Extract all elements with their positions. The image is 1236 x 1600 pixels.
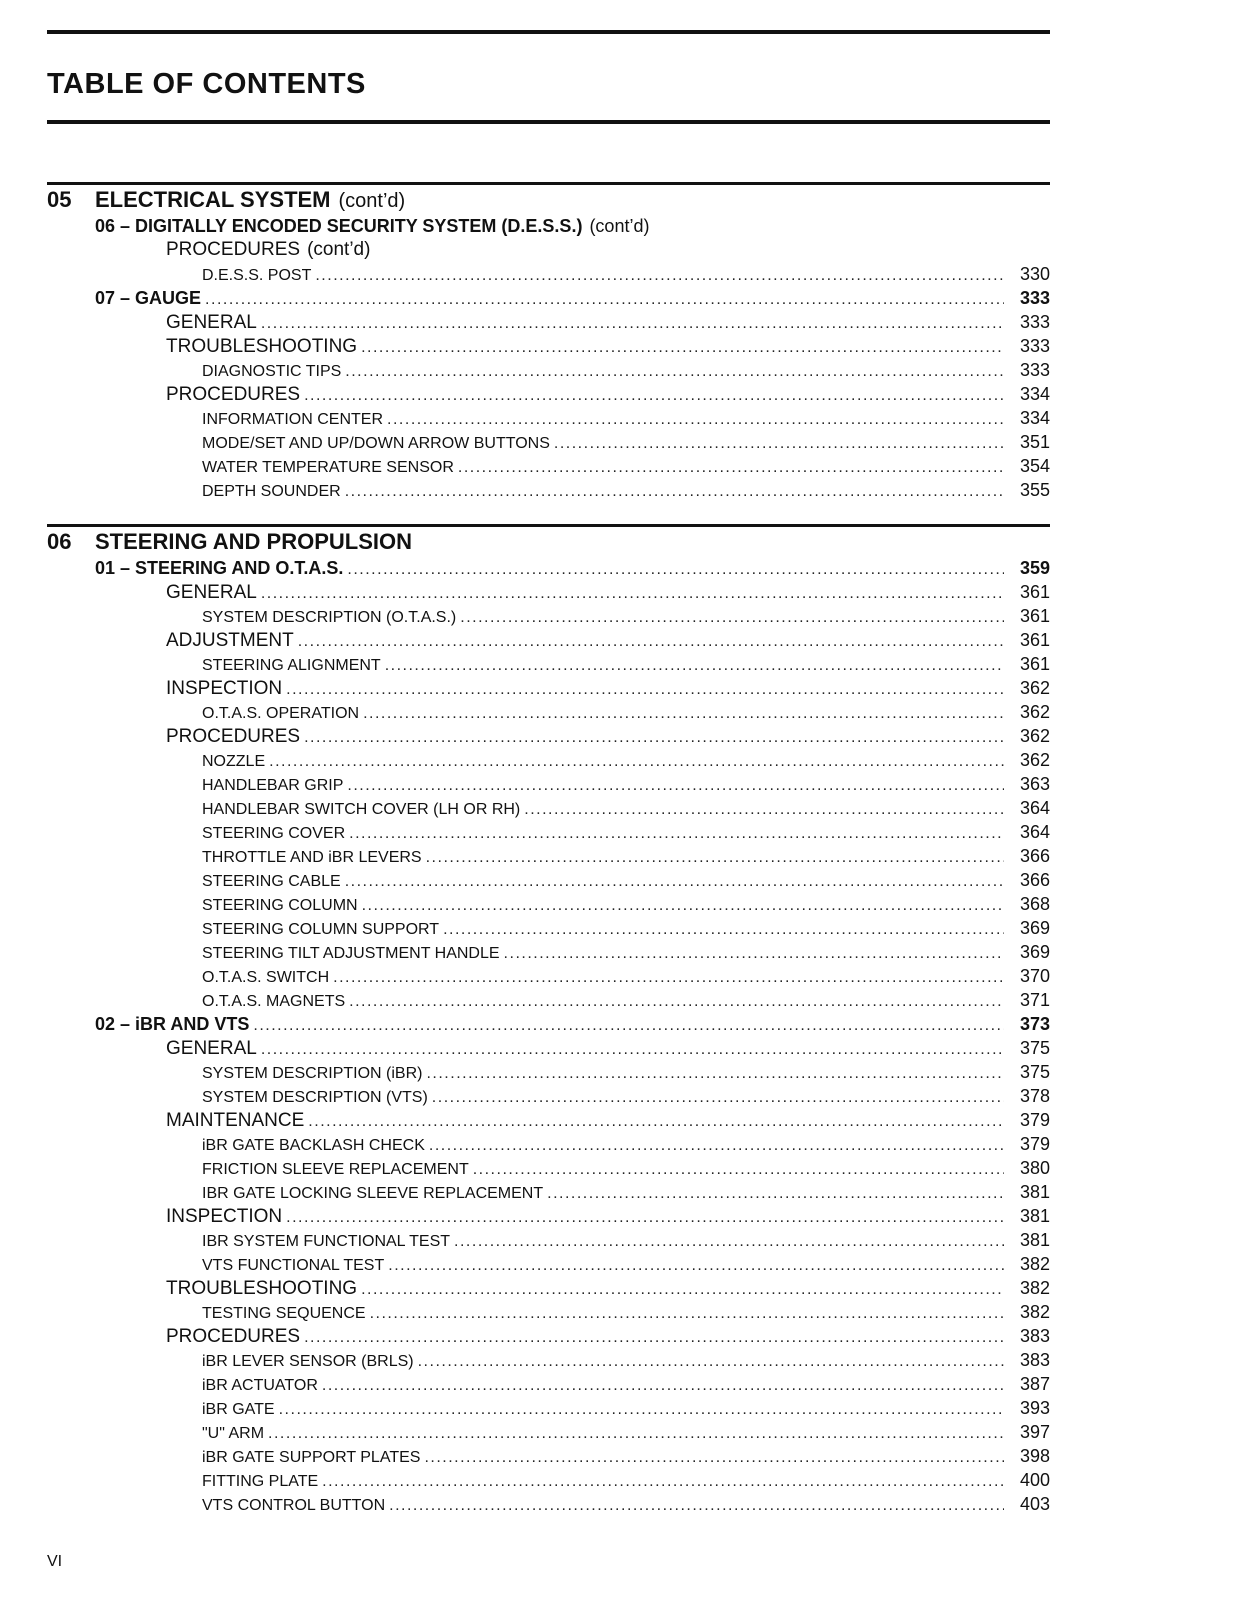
toc-page-number: 333	[1019, 360, 1050, 380]
toc-entry[interactable]	[47, 628, 1050, 652]
toc-page-number: 362	[1019, 678, 1050, 698]
toc-page-number: 393	[1019, 1398, 1050, 1418]
toc-entry-title: ADJUSTMENT	[166, 630, 294, 651]
toc-entry[interactable]	[47, 1396, 1050, 1420]
title-rule	[47, 120, 1050, 124]
toc-entry-title: TROUBLESHOOTING	[166, 1278, 358, 1299]
toc-page-number: 369	[1019, 942, 1050, 962]
toc-page-number: 398	[1019, 1446, 1050, 1466]
toc-page-number: 397	[1019, 1422, 1050, 1442]
toc-entry[interactable]	[47, 1204, 1050, 1228]
dot-leader	[322, 1374, 1004, 1396]
toc-entry[interactable]	[47, 1084, 1050, 1108]
toc-entry[interactable]	[47, 796, 1050, 820]
toc-entry[interactable]	[47, 748, 1050, 772]
toc-entry[interactable]	[47, 1132, 1050, 1156]
toc-page-number: 364	[1019, 822, 1050, 842]
toc-entry[interactable]	[47, 262, 1050, 286]
toc-page-number: 361	[1019, 630, 1050, 650]
dot-leader	[322, 1470, 1004, 1492]
dot-leader	[385, 654, 1004, 676]
dot-leader	[473, 1158, 1004, 1180]
toc-page-number: 330	[1019, 264, 1050, 284]
toc-entry-title: SYSTEM DESCRIPTION (VTS)	[202, 1089, 428, 1106]
section-heading	[47, 186, 1050, 214]
dot-leader	[298, 630, 1004, 652]
toc-page-number: 379	[1019, 1134, 1050, 1154]
toc-page-number: 403	[1019, 1494, 1050, 1514]
section-number: 06	[47, 529, 72, 554]
toc-entry-title: HANDLEBAR SWITCH COVER (LH OR RH)	[202, 801, 521, 818]
toc-entry-title: STEERING COLUMN SUPPORT	[202, 921, 440, 938]
section-title: ELECTRICAL SYSTEM	[95, 187, 331, 212]
toc-entry-title: INSPECTION	[166, 1206, 283, 1227]
toc-entry[interactable]	[47, 1036, 1050, 1060]
toc-entry-title: NOZZLE	[202, 753, 266, 770]
dot-leader	[429, 1134, 1004, 1156]
toc-entry-title: SYSTEM DESCRIPTION (iBR)	[202, 1065, 423, 1082]
toc-page-number: 362	[1019, 726, 1050, 746]
dot-leader	[554, 432, 1004, 454]
toc-entry-title: GENERAL	[166, 312, 257, 333]
toc-page-number: 363	[1019, 774, 1050, 794]
toc-entry-title: STEERING CABLE	[202, 873, 341, 890]
toc-entry[interactable]	[47, 892, 1050, 916]
toc-page-number: 375	[1019, 1038, 1050, 1058]
toc-entry-title: iBR ACTUATOR	[202, 1377, 318, 1394]
dot-leader	[361, 336, 1004, 358]
dot-leader	[387, 408, 1004, 430]
toc-page-number: 387	[1019, 1374, 1050, 1394]
dot-leader	[361, 1278, 1004, 1300]
toc-page-number: 370	[1019, 966, 1050, 986]
toc-page-number: 383	[1019, 1350, 1050, 1370]
toc-entry[interactable]	[47, 310, 1050, 334]
dot-leader	[261, 1038, 1004, 1060]
toc-entry-title: GENERAL	[166, 582, 257, 603]
toc-entry[interactable]	[47, 1324, 1050, 1348]
toc-page-number: 362	[1019, 702, 1050, 722]
toc-entry-title: STEERING ALIGNMENT	[202, 657, 381, 674]
dot-leader	[269, 750, 1004, 772]
toc-entry-title: VTS CONTROL BUTTON	[202, 1497, 386, 1514]
toc-page-number: 369	[1019, 918, 1050, 938]
toc-entry[interactable]	[47, 772, 1050, 796]
toc-entry[interactable]	[47, 676, 1050, 700]
toc-entry-title: FITTING PLATE	[202, 1473, 319, 1490]
dot-leader	[286, 678, 1004, 700]
section-rule	[47, 182, 1050, 185]
toc-entry-title: 01 – STEERING AND O.T.A.S.	[95, 558, 344, 578]
dot-leader	[454, 1230, 1004, 1252]
toc-entry[interactable]	[47, 820, 1050, 844]
toc-entry[interactable]	[47, 430, 1050, 454]
toc-entry-title: iBR GATE BACKLASH CHECK	[202, 1137, 425, 1154]
toc-entry-title: DEPTH SOUNDER	[202, 483, 341, 500]
toc-entry-title: "U" ARM	[202, 1425, 265, 1442]
toc-entry-title: STEERING TILT ADJUSTMENT HANDLE	[202, 945, 500, 962]
toc-entry[interactable]	[47, 652, 1050, 676]
toc-entry-title: iBR GATE SUPPORT PLATES	[202, 1449, 421, 1466]
toc-entry[interactable]	[47, 1252, 1050, 1276]
toc-page-number: 371	[1019, 990, 1050, 1010]
toc-page-number: 362	[1019, 750, 1050, 770]
toc-entry[interactable]	[47, 238, 1050, 262]
dot-leader	[443, 918, 1004, 940]
toc-entry-title: IBR SYSTEM FUNCTIONAL TEST	[202, 1233, 451, 1250]
toc-entry-title: HANDLEBAR GRIP	[202, 777, 344, 794]
toc-page-number: 380	[1019, 1158, 1050, 1178]
dot-leader	[315, 264, 1004, 286]
toc-page-number: 373	[1019, 1014, 1050, 1034]
dot-leader	[363, 702, 1004, 724]
toc-entry[interactable]	[47, 1180, 1050, 1204]
toc-entry[interactable]	[47, 1348, 1050, 1372]
toc-page-number: 382	[1019, 1278, 1050, 1298]
toc-entry[interactable]	[47, 916, 1050, 940]
dot-leader	[205, 288, 1004, 310]
toc-entry[interactable]	[47, 382, 1050, 406]
toc-entry-title: THROTTLE AND iBR LEVERS	[202, 849, 422, 866]
dot-leader	[418, 1350, 1004, 1372]
section-heading	[47, 528, 1050, 556]
toc-entry[interactable]	[47, 604, 1050, 628]
toc-entry[interactable]	[47, 1012, 1050, 1036]
toc-entry[interactable]	[47, 1300, 1050, 1324]
toc-page-number: 333	[1019, 336, 1050, 356]
toc-page-number: 355	[1019, 480, 1050, 500]
toc-page-number: 379	[1019, 1110, 1050, 1130]
dot-leader	[345, 360, 1004, 382]
toc-entry-title: iBR GATE	[202, 1401, 275, 1418]
dot-leader	[279, 1398, 1004, 1420]
toc-entry[interactable]	[47, 1372, 1050, 1396]
dot-leader	[388, 1254, 1004, 1276]
toc-section	[47, 182, 1050, 502]
toc-entry[interactable]	[47, 964, 1050, 988]
section-title: STEERING AND PROPULSION	[95, 529, 412, 554]
toc-entry-title: TESTING SEQUENCE	[202, 1305, 366, 1322]
toc-entry[interactable]	[47, 988, 1050, 1012]
toc-entry-title: STEERING COLUMN	[202, 897, 358, 914]
dot-leader	[370, 1302, 1004, 1324]
toc-page-number: 382	[1019, 1254, 1050, 1274]
toc-entry[interactable]	[47, 1444, 1050, 1468]
toc-entry-title: GENERAL	[166, 1038, 257, 1059]
toc-entry-title: WATER TEMPERATURE SENSOR	[202, 459, 454, 476]
toc-entry[interactable]	[47, 868, 1050, 892]
toc-entry-title: STEERING COVER	[202, 825, 346, 842]
dot-leader	[345, 480, 1004, 502]
dot-leader	[347, 558, 1004, 580]
toc-entry-contd: (cont’d)	[589, 216, 650, 236]
toc-entry[interactable]	[47, 334, 1050, 358]
dot-leader	[426, 846, 1004, 868]
dot-leader	[268, 1422, 1004, 1444]
dot-leader	[349, 990, 1004, 1012]
dot-leader	[362, 894, 1004, 916]
toc-page-number: 364	[1019, 798, 1050, 818]
toc-entry-title: iBR LEVER SENSOR (BRLS)	[202, 1353, 414, 1370]
toc-entry[interactable]	[47, 700, 1050, 724]
toc-entry[interactable]	[47, 1276, 1050, 1300]
toc-entry[interactable]	[47, 1060, 1050, 1084]
toc-entry[interactable]	[47, 406, 1050, 430]
toc-section	[47, 524, 1050, 1516]
section-rule	[47, 524, 1050, 527]
toc-page-number: 378	[1019, 1086, 1050, 1106]
toc-entry-title: IBR GATE LOCKING SLEEVE REPLACEMENT	[202, 1185, 544, 1202]
dot-leader	[389, 1494, 1004, 1516]
toc-entry-title: VTS FUNCTIONAL TEST	[202, 1257, 385, 1274]
dot-leader	[345, 870, 1004, 892]
toc-page-number: 354	[1019, 456, 1050, 476]
toc-entry[interactable]	[47, 1156, 1050, 1180]
toc-page-number: 382	[1019, 1302, 1050, 1322]
toc-entry[interactable]	[47, 478, 1050, 502]
toc-entry-title: INSPECTION	[166, 678, 283, 699]
toc-page-number: 383	[1019, 1326, 1050, 1346]
toc-page-number: 381	[1019, 1206, 1050, 1226]
dot-leader	[308, 1110, 1004, 1132]
toc-entry-title: 06 – DIGITALLY ENCODED SECURITY SYSTEM (D.E.S.S.)	[95, 216, 583, 236]
toc-page-number: 400	[1019, 1470, 1050, 1490]
toc-entry-title: 07 – GAUGE	[95, 288, 202, 308]
toc-entry[interactable]	[47, 1228, 1050, 1252]
top-rule	[47, 30, 1050, 34]
toc-page-number: 381	[1019, 1182, 1050, 1202]
toc-entry-title: PROCEDURES	[166, 726, 301, 747]
toc-entry[interactable]	[47, 844, 1050, 868]
dot-leader	[261, 312, 1004, 334]
toc-page-number: 334	[1019, 408, 1050, 428]
dot-leader	[347, 774, 1004, 796]
section-number: 05	[47, 187, 72, 212]
toc-entry-title: PROCEDURES	[166, 1326, 301, 1347]
toc-page-number: 366	[1019, 846, 1050, 866]
toc-entry-contd: (cont’d)	[307, 239, 371, 260]
toc-entry[interactable]	[47, 580, 1050, 604]
dot-leader	[460, 606, 1004, 628]
toc-entry-title: D.E.S.S. POST	[202, 267, 312, 284]
dot-leader	[304, 1326, 1004, 1348]
toc-page-number: 381	[1019, 1230, 1050, 1250]
toc-entry[interactable]	[47, 454, 1050, 478]
toc-entry[interactable]	[47, 1468, 1050, 1492]
dot-leader	[504, 942, 1004, 964]
toc-entry-title: O.T.A.S. OPERATION	[202, 705, 360, 722]
section-contd: (cont’d)	[338, 190, 406, 212]
dot-leader	[458, 456, 1004, 478]
toc-entry-title: FRICTION SLEEVE REPLACEMENT	[202, 1161, 469, 1178]
toc-entry-title: MODE/SET AND UP/DOWN ARROW BUTTONS	[202, 435, 550, 452]
toc-page-number: 351	[1019, 432, 1050, 452]
toc-entry[interactable]	[47, 214, 1050, 238]
dot-leader	[432, 1086, 1004, 1108]
dot-leader	[304, 726, 1004, 748]
page-number: VI	[47, 1553, 63, 1570]
toc-entry-title: O.T.A.S. SWITCH	[202, 969, 330, 986]
toc-entry[interactable]	[47, 1108, 1050, 1132]
toc-page-number: 334	[1019, 384, 1050, 404]
dot-leader	[333, 966, 1004, 988]
toc-page-number: 361	[1019, 582, 1050, 602]
toc-entry-title: PROCEDURES	[166, 384, 301, 405]
toc-entry-title: MAINTENANCE	[166, 1110, 305, 1131]
toc-entry[interactable]	[47, 286, 1050, 310]
dot-leader	[547, 1182, 1004, 1204]
toc-page-number: 375	[1019, 1062, 1050, 1082]
toc-entry-title: O.T.A.S. MAGNETS	[202, 993, 346, 1010]
dot-leader	[304, 384, 1004, 406]
toc-page-number: 366	[1019, 870, 1050, 890]
dot-leader	[424, 1446, 1004, 1468]
dot-leader	[286, 1206, 1004, 1228]
dot-leader	[253, 1014, 1004, 1036]
toc-entry[interactable]	[47, 940, 1050, 964]
toc-entry-title: INFORMATION CENTER	[202, 411, 384, 428]
toc-page-number: 359	[1019, 558, 1050, 578]
toc-entry-title: TROUBLESHOOTING	[166, 336, 358, 357]
dot-leader	[426, 1062, 1004, 1084]
dot-leader	[261, 582, 1004, 604]
toc-entry[interactable]	[47, 1420, 1050, 1444]
dot-leader	[524, 798, 1004, 820]
toc-page-number: 333	[1019, 288, 1050, 308]
page-title: TABLE OF CONTENTS	[47, 68, 366, 100]
toc-entry-title: 02 – iBR AND VTS	[95, 1014, 250, 1034]
dot-leader	[349, 822, 1004, 844]
toc-entry-title: SYSTEM DESCRIPTION (O.T.A.S.)	[202, 609, 457, 626]
toc-entry[interactable]	[47, 556, 1050, 580]
toc-page-number: 361	[1019, 606, 1050, 626]
toc-page-number: 361	[1019, 654, 1050, 674]
toc-body	[47, 182, 1050, 1516]
toc-entry-title: DIAGNOSTIC TIPS	[202, 363, 342, 380]
toc-page	[47, 30, 1050, 1516]
toc-page-number: 368	[1019, 894, 1050, 914]
toc-entry-title: PROCEDURES	[166, 239, 301, 260]
toc-entry[interactable]	[47, 1492, 1050, 1516]
toc-entry[interactable]	[47, 358, 1050, 382]
toc-page-number: 333	[1019, 312, 1050, 332]
toc-entry[interactable]	[47, 724, 1050, 748]
